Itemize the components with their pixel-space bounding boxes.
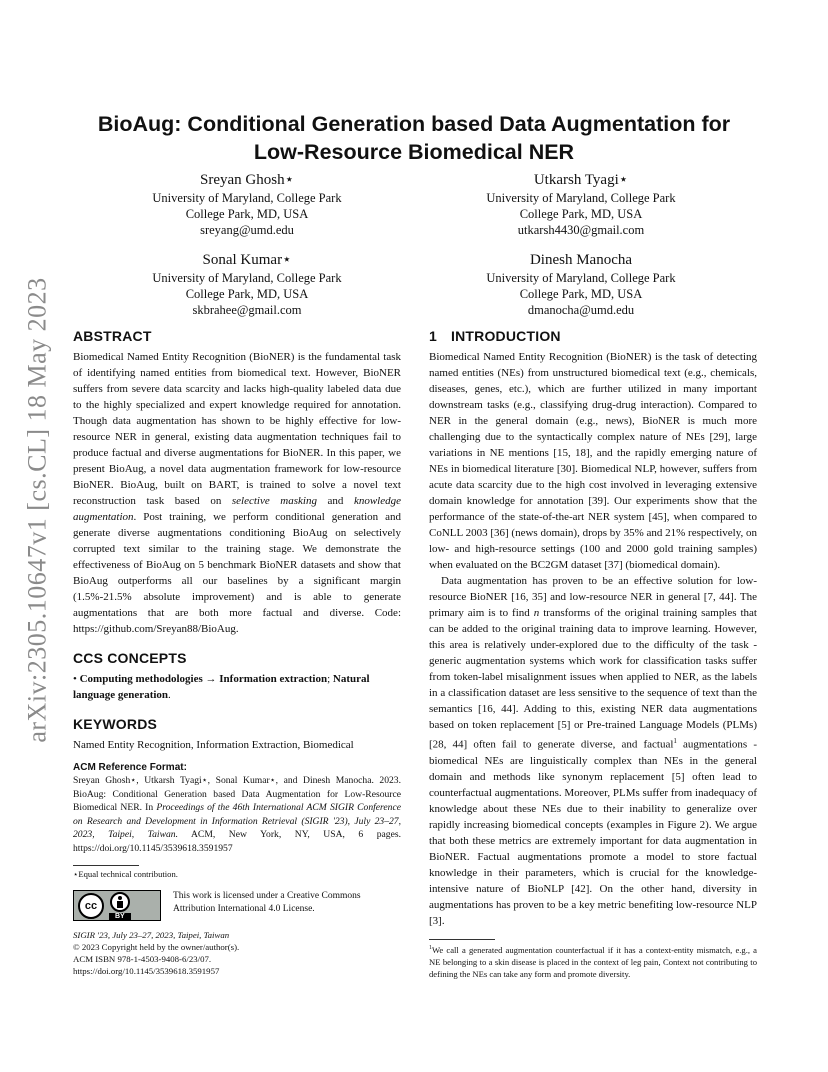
equal-contribution-note: ⋆Equal technical contribution. bbox=[73, 869, 178, 879]
section-number: 1 bbox=[429, 328, 437, 344]
intro-heading bbox=[429, 327, 757, 345]
ccs-text: • Computing methodologies → Information extraction; Natural language generation. bbox=[73, 673, 370, 701]
author-email: sreyang@umd.edu bbox=[200, 223, 294, 237]
author-name: Utkarsh Tyagi⋆ bbox=[533, 172, 629, 188]
abstract-text: Biomedical Named Entity Recognition (BioNER) is the fundamental task of identifying named entities from biomedical text. However, BioNER suffers from severe data scarcity and lacks high-quality labeled data due to the highly specialized and expert knowledge required for annotation. Though data augmentation has shown to be highly effective for low-resource NER in general, existing data augmentation techniques fail to produce factual and diverse augmentations for BioNER. In this paper, we present BioAug, a novel data augmentation framework for low-resource BioNER. BioAug, built on BART, is trained to solve a novel text reconstruction task based on selective masking and knowledge augmentation. Post training, we perform conditional generation and generate diverse augmentations conditioning BioAug on selectively corrupted text similar to the training stage. We demonstrate the effectiveness of BioAug on 5 benchmark BioNER datasets and show that BioAug outperforms all our baselines by a significant margin (1.5%-21.5% absolute improvement) and is able to generate augmentations that are both more factual and diverse. Code: https://github.com/Sreyan88/BioAug. bbox=[73, 351, 401, 635]
abstract-heading: ABSTRACT bbox=[73, 328, 152, 344]
right-column bbox=[429, 327, 757, 980]
author-name: Sonal Kumar⋆ bbox=[202, 252, 292, 268]
section-title: INTRODUCTION bbox=[451, 328, 561, 344]
title-line-1: BioAug: Conditional Generation based Data Augmentation for bbox=[97, 112, 731, 136]
keywords-heading: KEYWORDS bbox=[73, 716, 158, 732]
author-affiliation: University of Maryland, College Park bbox=[152, 271, 342, 285]
acm-reference bbox=[73, 761, 401, 855]
left-column bbox=[73, 327, 401, 977]
author-block-2 bbox=[456, 170, 706, 238]
by-label: BY bbox=[109, 913, 131, 920]
author-affiliation: University of Maryland, College Park bbox=[486, 271, 676, 285]
acm-reference-text: Sreyan Ghosh⋆, Utkarsh Tyagi⋆, Sonal Kumar⋆, and Dinesh Manocha. 2023. BioAug: Conditional Generation based Data Augmentation for Low-Resource Biomedical NER. In Proceedings of the 46th International ACM SIGIR Conference on Research and Development in Information Retrieval (SIGIR '23), July 23–27, 2023, Taipei, Taiwan. ACM, New York, NY, USA, 6 pages. https://doi.org/10.1145/3539618.3591957 bbox=[73, 775, 401, 854]
author-block-1 bbox=[122, 170, 372, 238]
venue-isbn: ACM ISBN 978-1-4503-9408-6/23/07. bbox=[73, 954, 212, 964]
author-location: College Park, MD, USA bbox=[519, 207, 643, 221]
venue-conference: SIGIR '23, July 23–27, 2023, Taipei, Taiwan bbox=[73, 930, 230, 940]
author-email: utkarsh4430@gmail.com bbox=[517, 223, 645, 237]
by-icon-group bbox=[109, 892, 131, 920]
author-affiliation: University of Maryland, College Park bbox=[486, 191, 676, 205]
venue-doi: https://doi.org/10.1145/3539618.3591957 bbox=[73, 966, 220, 976]
arxiv-id: arXiv:2305.10647v1 [cs.CL] 18 May 2023 bbox=[23, 277, 52, 743]
author-affiliation: University of Maryland, College Park bbox=[152, 191, 342, 205]
author-email: dmanocha@umd.edu bbox=[527, 303, 635, 317]
license-text: This work is licensed under a Creative Commons Attribution International 4.0 License. bbox=[173, 891, 361, 914]
author-block-3 bbox=[122, 250, 372, 318]
attribution-person-icon bbox=[110, 892, 130, 912]
arxiv-stamp bbox=[14, 277, 62, 743]
footnote-rule bbox=[73, 865, 139, 866]
venue-info bbox=[73, 929, 401, 977]
paper-title bbox=[70, 110, 758, 166]
intro-paragraph-2: Data augmentation has proven to be an effective solution for low-resource BioNER [16, 35] and low-resource NER in general [7, 44]. The primary aim is to find n transforms of the original training samples that can be added to the original training data to improve learning. However, this area is relatively under-explored due to the difficulty of the task - generic augmentation systems which work for classification tasks suffer from token-label misalignment issues when applied to NER, as the labels in a classification dataset are less sensitive to the sequence of text than the semantics [16, 44]. Adding to this, existing NER data augmentations based on token replacement [5] or Pre-trained Language Models (PLMs) [28, 44] often fail to generate diverse, and factual$^1$ augmentations - biomedical NEs are linguistically complex than NEs in the general domain and methods like synonym replacement [5] often lead to counterfactual augmentations. Moreover, PLMs suffer from inadequacy of knowledge about these NEs due to their inability to generalize over rapidly increasing biomedical concepts (examples in Figure 2). We argue that both these metrics are extremely important for data augmentation in BioNER. Factual augmentations promote a model to store factual knowledge in their parameters, which is crucial for the knowledge-intensive nature of BioNLP [42]. On the other hand, diversity in augmentations has proven to be a key metric benefiting low-resource NLP [3]. bbox=[429, 575, 757, 927]
ccs-heading: CCS CONCEPTS bbox=[73, 650, 187, 666]
author-name: Dinesh Manocha bbox=[529, 252, 633, 268]
venue-copyright: © 2023 Copyright held by the owner/author(s). bbox=[73, 942, 240, 952]
intro-paragraph-1: Biomedical Named Entity Recognition (BioNER) is the task of detecting named entities (NEs) from unstructured biomedical text (e.g., chemicals, diseases, genes, etc.), which are further utilized in many important downstream tasks (e.g., classifying drug-drug interaction). Compared to NER in the general domain (e.g., news), BioNER is much more challenging due to the syntactically complex nature of NEs [29], large variations in NE mentions [15, 18], and the rapidly emerging nature of NEs in biomedical literature [30]. Biomedical NLP, however, suffers from acute data scarcity due to the high cost involved in leveraging extensive domain knowledge for annotation [39]. Our experiments show that the performance of the state-of-the-art NER system [45], when compared to CoNLL 2003 [36] (news domain), drops by 35% and 21% respectively, on low- and high-resource settings (100 and 2000 gold training samples) when evaluated on the BC2GM dataset [37] (biomedical domain). bbox=[429, 351, 757, 571]
acm-reference-heading: ACM Reference Format: bbox=[73, 762, 187, 773]
author-location: College Park, MD, USA bbox=[519, 287, 643, 301]
author-location: College Park, MD, USA bbox=[185, 287, 309, 301]
license-row bbox=[73, 890, 401, 921]
cc-icon: cc bbox=[78, 893, 104, 919]
author-block-4 bbox=[456, 250, 706, 318]
author-location: College Park, MD, USA bbox=[185, 207, 309, 221]
author-email: skbrahee@gmail.com bbox=[192, 303, 302, 317]
author-name: Sreyan Ghosh⋆ bbox=[200, 172, 294, 188]
intro-footnote-rule bbox=[429, 939, 495, 940]
title-line-2: Low-Resource Biomedical NER bbox=[253, 140, 575, 164]
counterfactual-footnote: $^1$We call a generated augmentation counterfactual if it has a context-entity mismatch, e.g., a NE belonging to a skin disease is placed in the context of leg pain, Context not contributing to defining the NEs can take any form and promote diversity. bbox=[429, 944, 757, 979]
cc-by-logo bbox=[73, 890, 161, 921]
keywords-text: Named Entity Recognition, Information Extraction, Biomedical bbox=[73, 739, 354, 751]
